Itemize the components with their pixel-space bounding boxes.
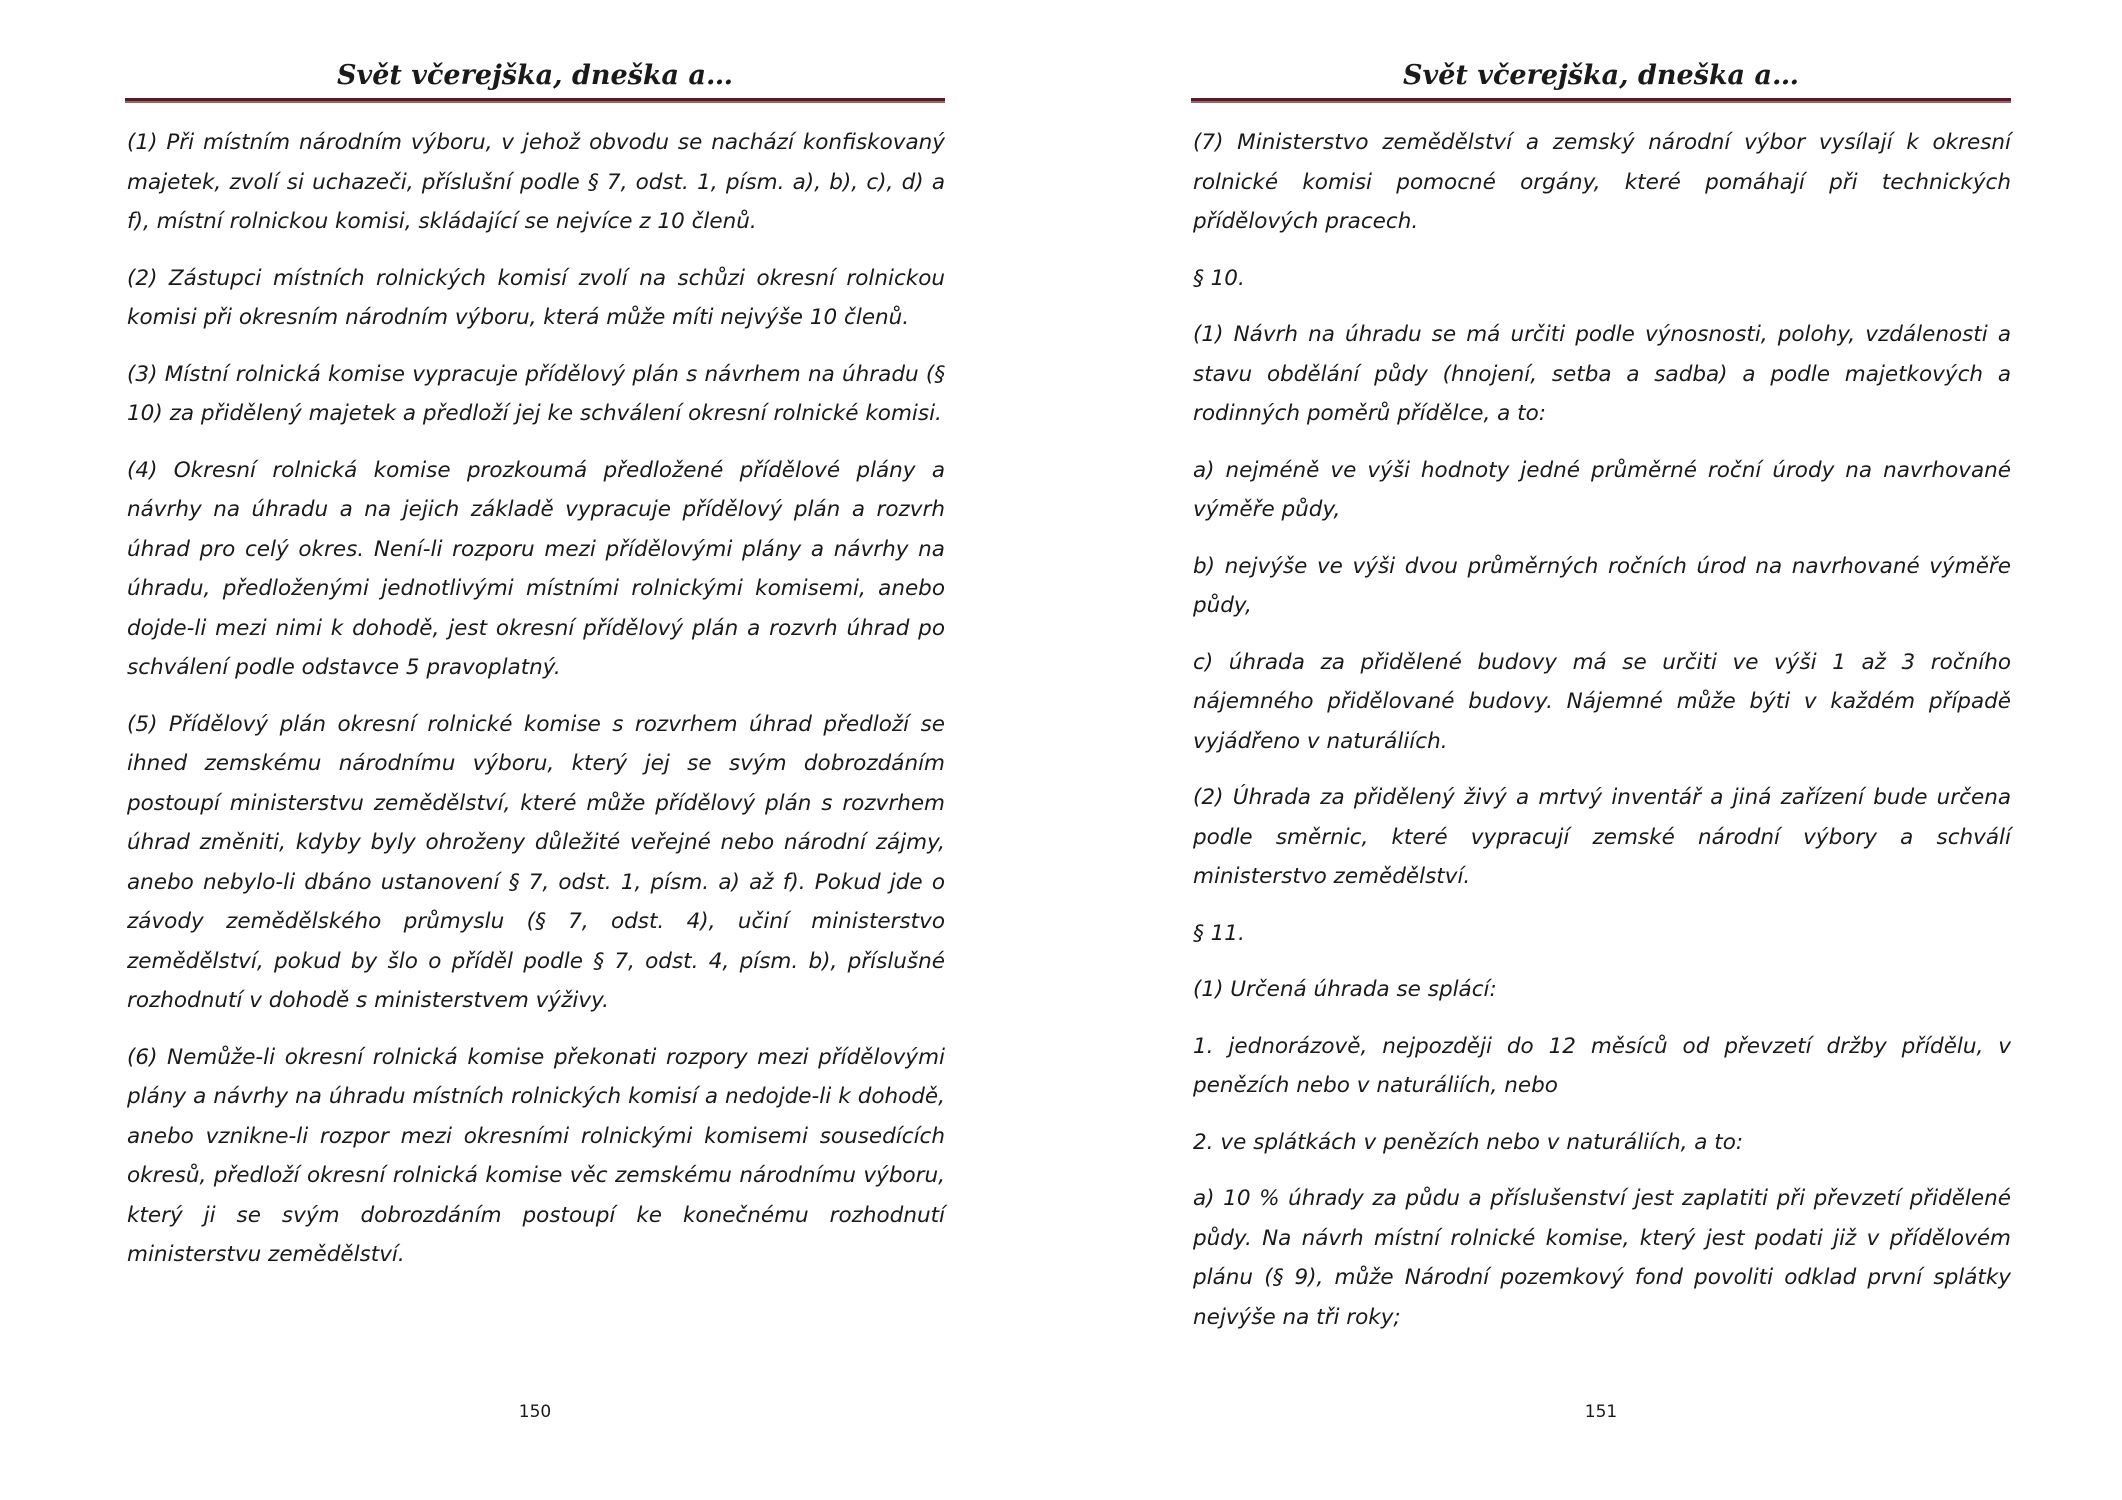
header-rule [1191,98,2011,103]
paragraph: b) nejvýše ve výši dvou průměrných ročních úrod na navrhované výměře půdy, [1193,553,2011,618]
paragraph: (1) Návrh na úhradu se má určiti podle výnosnosti, polohy, vzdálenosti a stavu obdělání půdy (hnojení, setba a sadba) a podle majetkových a rodinných poměrů přídělce, a to: [1193,322,2011,426]
paragraph: (4) Okresní rolnická komise prozkoumá předložené přídělové plány a návrhy na úhradu a na jejich základě vypracuje přídělový plán a rozvrh úhrad pro celý okres. Není-li rozporu mezi přídělovými plány a návrhy na úhradu, předloženými jednotlivými místními rolnickými komisemi, anebo dojde-li mezi nimi k dohodě, jest okresní přídělový plán a rozvrh úhrad po schválení podle odstavce 5 pravoplatný. [127,457,945,680]
page-number: 150 [518,1402,552,1422]
right-page [1061,0,2122,1500]
running-header: Svět včerejška, dneška a… [337,60,733,91]
paragraph: 1. jednorázově, nejpozději do 12 měsíců od převzetí držby přídělu, v penězích nebo v naturáliích, nebo [1193,1033,2011,1098]
page-text [127,123,945,1292]
paragraph: 2. ve splátkách v penězích nebo v naturáliích, a to: [1193,1129,1744,1155]
paragraph: (1) Určená úhrada se splácí: [1193,977,1497,1002]
page-number: 151 [1584,1402,1618,1422]
paragraph: (2) Úhrada za přidělený živý a mrtvý inventář a jiná zařízení bude určena podle směrnic, které vypracují zemské národní výbory a schválí ministerstvo zemědělství. [1193,785,2011,889]
paragraph: (2) Zástupci místních rolnických komisí zvolí na schůzi okresní rolnickou komisi při okresním národním výboru, která může míti nejvýše 10 členů. [127,265,945,330]
paragraph: (5) Přídělový plán okresní rolnické komise s rozvrhem úhrad předloží se ihned zemskému národnímu výboru, který jej se svým dobrozdáním postoupí ministerstvu zemědělství, které může přídělový plán s rozvrhem úhrad změniti, kdyby byly ohroženy důležité veřejné nebo národní zájmy, anebo nebylo-li dbáno ustanovení § 7, odst. 1, písm. a) až f). Pokud jde o závody zemědělského průmyslu (§ 7, odst. 4), učiní ministerstvo zemědělství, pokud by šlo o příděl podle § 7, odst. 4, písm. b), příslušné rozhodnutí v dohodě s ministerstvem výživy. [127,711,945,1013]
section-heading: § 10. [1193,265,1245,291]
paragraph: a) nejméně ve výši hodnoty jedné průměrné roční úrody na navrhované výměře půdy, [1193,457,2011,522]
paragraph: c) úhrada za přidělené budovy má se určiti ve výši 1 až 3 ročního nájemného přidělované budovy. Nájemné může býti v každém případě vyjádřeno v naturáliích. [1193,649,2011,754]
paragraph: a) 10 % úhrady za půdu a příslušenství jest zaplatiti při převzetí přidělené půdy. Na návrh místní rolnické komise, který jest podati již v přídělovém plánu (§ 9), může Národní pozemkový fond povoliti odklad první splátky nejvýše na tři roky; [1193,1186,2011,1330]
page-text [1193,123,2011,1354]
header-rule [125,98,945,103]
paragraph: (7) Ministerstvo zemědělství a zemský národní výbor vysílají k okresní rolnické komisi pomocné orgány, které pomáhají při technických přídělových pracech. [1193,130,2011,234]
paragraph: (1) Při místním národním výboru, v jehož obvodu se nachází konfiskovaný majetek, zvolí si uchazeči, příslušní podle § 7, odst. 1, písm. a), b), c), d) a f), místní rolnickou komisi, skládající se nejvíce z 10 členů. [127,130,945,234]
paragraph: (6) Nemůže-li okresní rolnická komise překonati rozpory mezi přídělovými plány a návrhy na úhradu místních rolnických komisí a nedojde-li k dohodě, anebo vznikne-li rozpor mezi okresními rolnickými komisemi sousedících okresů, předloží okresní rolnická komise věc zemskému národnímu výboru, který ji se svým dobrozdáním postoupí ke konečnému rozhodnutí ministerstvu zemědělství. [127,1044,945,1267]
paragraph: (3) Místní rolnická komise vypracuje přídělový plán s návrhem na úhradu (§ 10) za přidělený majetek a předloží jej ke schválení okresní rolnické komisi. [127,361,945,426]
section-heading: § 11. [1193,920,1245,946]
running-header: Svět včerejška, dneška a… [1403,60,1799,91]
